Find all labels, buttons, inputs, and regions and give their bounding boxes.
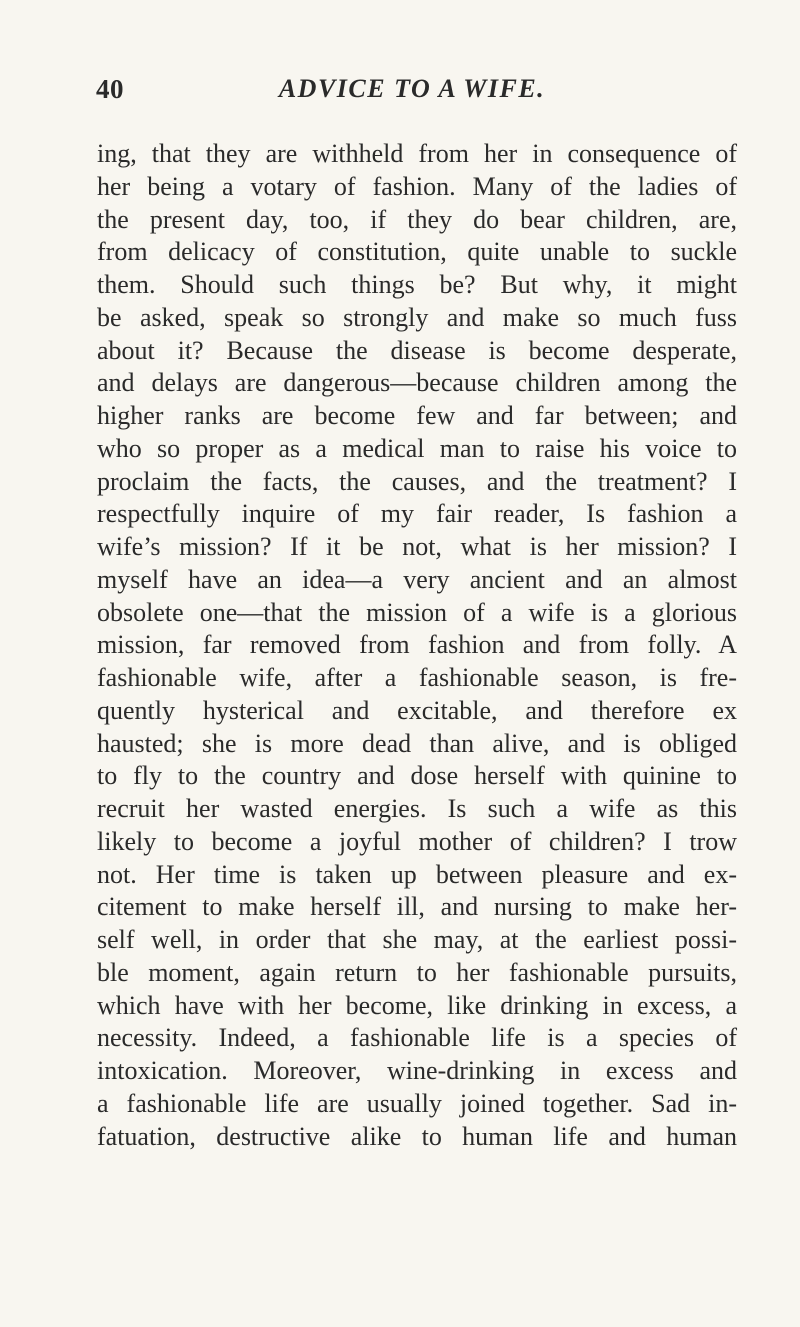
text-line: to fly to the country and dose herself with quinine to bbox=[97, 761, 737, 791]
text-line: ing, that they are withheld from her in consequence of bbox=[97, 139, 737, 168]
text-line: which have with her become, like drinking in excess, a bbox=[97, 990, 737, 1020]
text-line: myself have an idea—a very ancient and an almost bbox=[97, 564, 737, 594]
text-line: hausted; she is more dead than alive, and is obliged bbox=[97, 728, 737, 758]
text-line: mission, far removed from fashion and from folly. A bbox=[97, 630, 737, 660]
text-line: from delicacy of constitution, quite unable to suckle bbox=[97, 237, 737, 267]
text-line: intoxication. Moreover, wine-drinking in excess and bbox=[97, 1056, 737, 1085]
text-line: and delays are dangerous—because children among the bbox=[97, 368, 737, 398]
text-line: wife’s mission? If it be not, what is her mission? I bbox=[97, 532, 737, 561]
page-number: 40 bbox=[96, 74, 124, 104]
text-line: necessity. Indeed, a fashionable life is a species of bbox=[97, 1023, 737, 1053]
text-line: a fashionable life are usually joined together. Sad in- bbox=[97, 1088, 737, 1118]
text-line: obsolete one—that the mission of a wife is a glorious bbox=[97, 597, 737, 627]
text-line: who so proper as a medical man to raise his voice to bbox=[97, 433, 737, 463]
page-header bbox=[96, 74, 728, 108]
text-line: about it? Because the disease is become desperate, bbox=[97, 335, 737, 365]
text-line: self well, in order that she may, at the earliest possi- bbox=[97, 925, 737, 954]
running-title: ADVICE TO A WIFE. bbox=[278, 74, 546, 103]
text-line: her being a votary of fashion. Many of the ladies of bbox=[97, 171, 737, 201]
text-line: fatuation, destructive alike to human life and human bbox=[97, 1121, 737, 1151]
text-line: ble moment, again return to her fashionable pursuits, bbox=[97, 957, 737, 987]
text-line: citement to make herself ill, and nursing to make her- bbox=[97, 892, 737, 922]
text-line: quently hysterical and excitable, and therefore ex bbox=[97, 695, 737, 725]
text-line: be asked, speak so strongly and make so much fuss bbox=[97, 302, 737, 332]
text-line: the present day, too, if they do bear children, are, bbox=[97, 204, 737, 234]
text-line: respectfully inquire of my fair reader, Is fashion a bbox=[97, 499, 737, 529]
text-line: fashionable wife, after a fashionable season, is fre- bbox=[97, 663, 737, 692]
text-line: recruit her wasted energies. Is such a wife as this bbox=[97, 794, 737, 823]
text-line: higher ranks are become few and far between; and bbox=[97, 401, 737, 430]
text-line: them. Should such things be? But why, it might bbox=[97, 270, 737, 299]
text-line: not. Her time is taken up between pleasure and ex- bbox=[97, 859, 737, 889]
text-line: proclaim the facts, the causes, and the treatment? I bbox=[97, 466, 737, 496]
body-text bbox=[97, 138, 737, 1153]
text-line: likely to become a joyful mother of children? I trow bbox=[97, 826, 737, 856]
